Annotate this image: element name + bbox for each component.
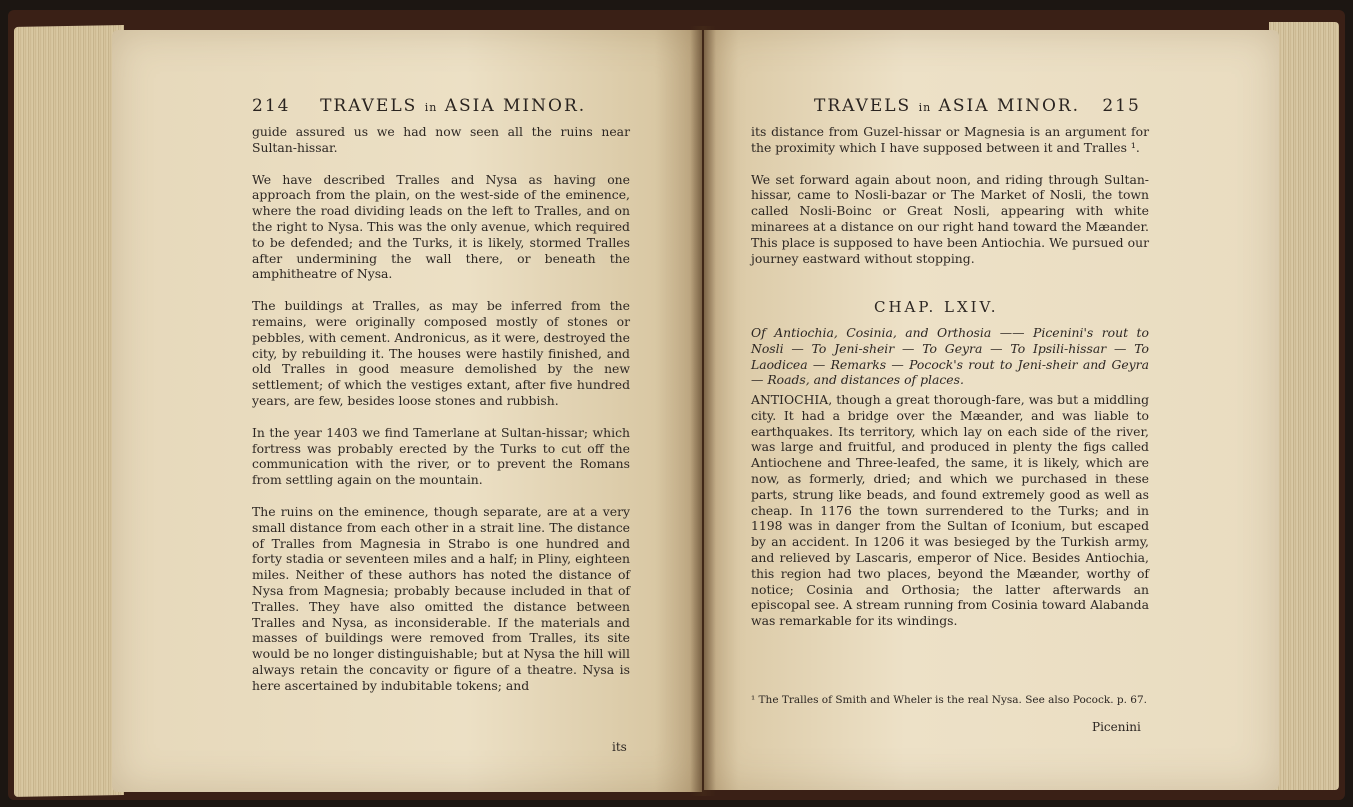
paragraph: In the year 1403 we find Tamerlane at Sultan-hissar; which fortress was probably erected by the Turks to cut off the communication with the river, or to prevent the Romans from settling again on the mountain. (252, 424, 630, 488)
left-page-number: 214 (252, 96, 291, 116)
left-running-head-in: in (424, 101, 438, 114)
right-running-head (814, 96, 1141, 116)
left-running-head-asia: ASIA MINOR. (444, 96, 587, 116)
right-running-head-asia: ASIA MINOR. (938, 96, 1081, 116)
right-page (704, 30, 1279, 790)
book-gutter (690, 26, 716, 796)
chapter-summary: Of Antiochia, Cosinia, and Orthosia —— Picenini's rout to Nosli — To Jeni-sheir — To Geyra — To Ipsili-hissar — To Laodicea — Remarks — Pocock's rout to Jeni-sheir and Geyra — Roads, and distances of places. (751, 325, 1149, 388)
paragraph: its distance from Guzel-hissar or Magnesia is an argument for the proximity which I have supposed between it and Tralles ¹. (751, 124, 1149, 155)
paragraph: The buildings at Tralles, as may be inferred from the remains, were originally composed mostly of stones or pebbles, with cement. Andronicus, as it were, destroyed the city, by rebuilding it. The houses were hastily finished, and old Tralles in good measure demolished by the new settlement; of which the vestiges extant, after five hundred years, are few, besides loose stones and rubbish. (252, 298, 630, 408)
chapter-heading: CHAP. LXIV. (874, 298, 999, 316)
right-running-head-travels: TRAVELS (814, 96, 912, 116)
paragraph: We set forward again about noon, and riding through Sultan-hissar, came to Nosli-bazar or The Market of Nosli, the town called Nosli-Boinc or Great Nosli, appearing with white minarees at a distance on our right hand toward the Mæander. This place is supposed to have been Antiochia. We pursued our journey eastward without stopping. (751, 171, 1149, 266)
left-page (112, 30, 702, 792)
page-edges-right (1269, 22, 1339, 790)
right-page-number: 215 (1102, 96, 1141, 116)
right-running-head-in: in (918, 101, 932, 114)
page-edges-left (14, 25, 124, 797)
footnote: ¹ The Tralles of Smith and Wheler is the real Nysa. See also Pocock. p. 67. (751, 694, 1148, 706)
chapter-body-text: ANTIOCHIA, though a great thorough-fare, was but a middling city. It had a bridge over the Mæander, and was liable to earthquakes. Its territory, which lay on each side of the river, was large and fruitful, and produced in plenty the figs called Antiochene and Three-leafed, the same, it is likely, which are now, as formerly, dried; and which we purchased in these parts, strung like beads, and found extremely good as well as cheap. In 1176 the town surrendered to the Turks; and in 1198 was in danger from the Sultan of Iconium, but escaped by an accident. In 1206 it was besieged by the Turkish army, and relieved by Lascaris, emperor of Nice. Besides Antiochia, this region had two places, beyond the Mæander, worthy of notice; Cosinia and Orthosia; the latter afterwards an episcopal see. A stream running from Cosinia toward Alabanda was remarkable for its windings. (751, 392, 1149, 629)
paragraph: guide assured us we had now seen all the ruins near Sultan-hissar. (252, 124, 630, 155)
left-catchword: its (612, 740, 627, 754)
left-body-text (252, 124, 630, 694)
right-catchword: Picenini (1092, 720, 1141, 734)
paragraph: We have described Tralles and Nysa as having one approach from the plain, on the west-side of the eminence, where the road dividing leads on the left to Tralles, and on the right to Nysa. This was the only avenue, which required to be defended; and the Turks, it is likely, stormed Tralles after undermining the wall there, or beneath the amphitheatre of Nysa. (252, 171, 630, 282)
right-body-text (751, 124, 1149, 282)
left-running-head (252, 96, 586, 116)
paragraph: The ruins on the eminence, though separate, are at a very small distance from each other in a strait line. The distance of Tralles from Magnesia in Strabo is one hundred and forty stadia or seventeen miles and a half; in Pliny, eighteen miles. Neither of these authors has noted the distance of Nysa from Magnesia; probably because included in that of Tralles. They have also omitted the distance between Tralles and Nysa, as inconsiderable. If the materials and masses of buildings were removed from Tralles, its site would be no longer distinguishable; but at Nysa the hill will always retain the concavity or figure of a theatre. Nysa is here ascertained by indubitable tokens; and (252, 503, 630, 693)
left-running-head-travels: TRAVELS (320, 96, 418, 116)
